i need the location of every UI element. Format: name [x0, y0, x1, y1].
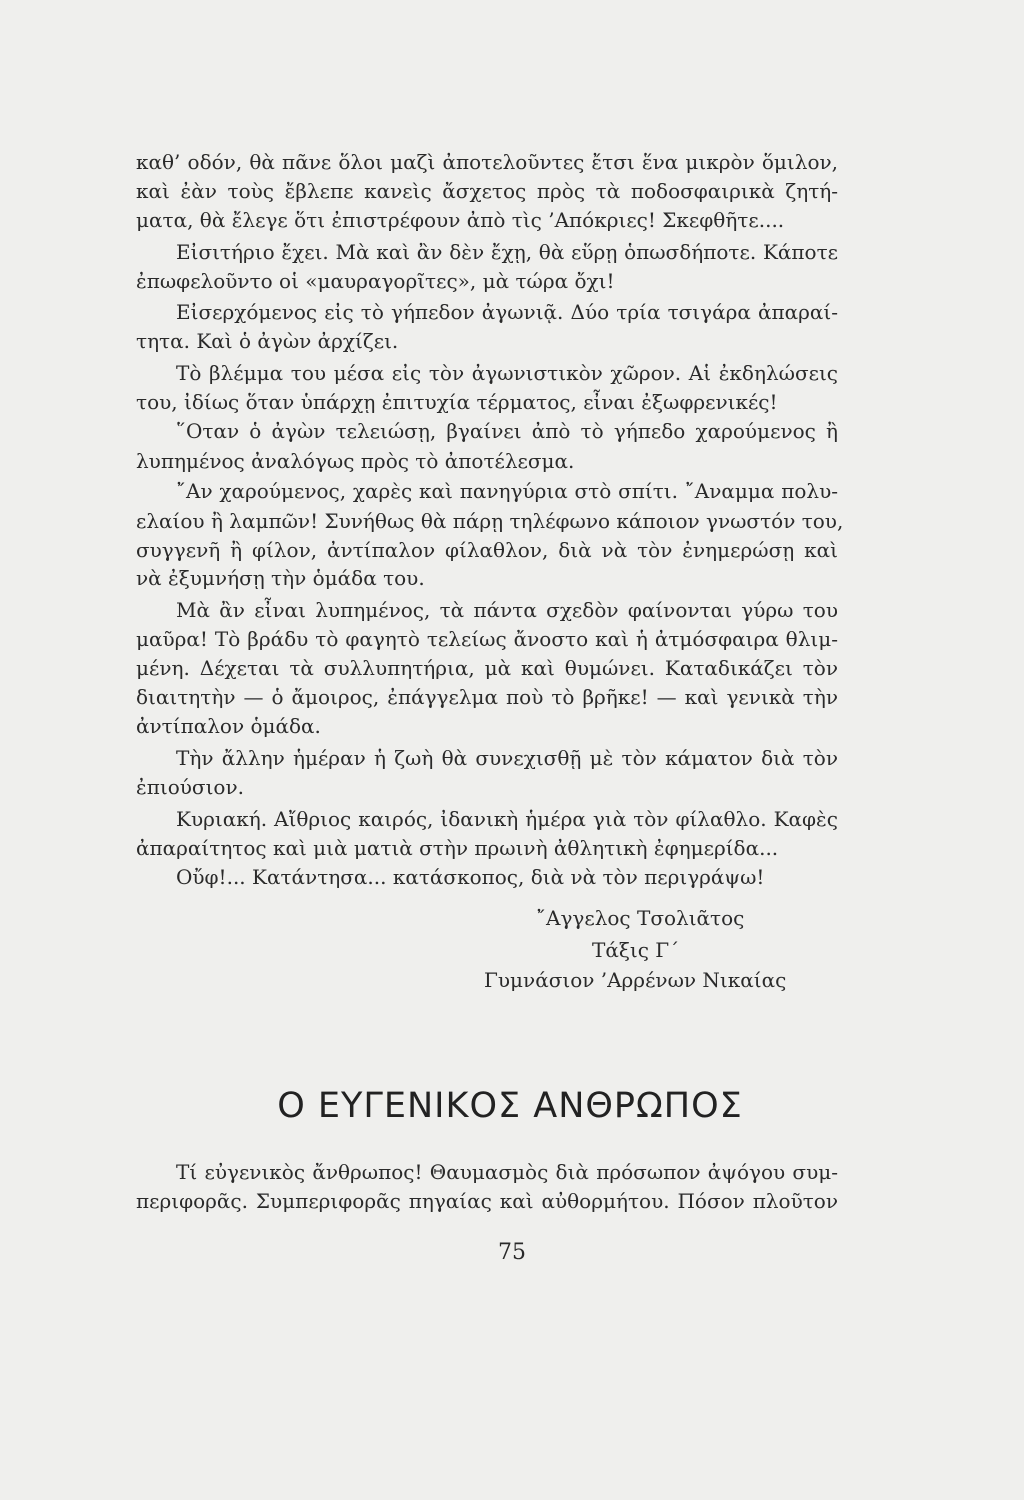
text-line: Τί εὐγενικὸς ἄνθρωπος! Θαυμασμὸς διὰ πρόσωπον ἀψόγου συμ- [176, 1160, 838, 1184]
text-line: του, ἰδίως ὅταν ὑπάρχῃ ἐπιτυχία τέρματος, εἶναι ἐξωφρενικές! [136, 390, 778, 414]
text-line: Οὔφ!... Κατάντησα... κατάσκοπος, διὰ νὰ τὸν περιγράψω! [176, 865, 765, 889]
text-line: καὶ ἐὰν τοὺς ἔβλεπε κανεὶς ἄσχετος πρὸς τὰ ποδοσφαιρικὰ ζητή- [136, 179, 838, 203]
author-class: Τάξις Γ΄ [592, 938, 680, 962]
text-line: ματα, θὰ ἔλεγε ὅτι ἐπιστρέφουν ἀπὸ τὶς ’Απόκριες! Σκεφθῆτε.... [136, 208, 785, 232]
text-line: ῞Οταν ὁ ἀγὼν τελειώσῃ, βγαίνει ἀπὸ τὸ γήπεδο χαρούμενος ἢ [176, 419, 838, 443]
text-line: καθ’ οδόν, θὰ πᾶνε ὅλοι μαζὶ ἀποτελοῦντες ἔτσι ἕνα μικρὸν ὅμιλον, [136, 150, 838, 174]
text-line: Τὸ βλέμμα του μέσα εἰς τὸν ἀγωνιστικὸν χῶρον. Αἱ ἐκδηλώσεις [176, 361, 838, 385]
text-line: διαιτητὴν — ὁ ἄμοιρος, ἐπάγγελμα ποὺ τὸ βρῆκε! — καὶ γενικὰ τὴν [136, 685, 838, 709]
text-line: ἐπιούσιον. [136, 775, 244, 799]
text-line: Τὴν ἄλλην ἡμέραν ἡ ζωὴ θὰ συνεχισθῇ μὲ τὸν κάματον διὰ τὸν [176, 746, 838, 770]
text-line: μένη. Δέχεται τὰ συλλυπητήρια, μὰ καὶ θυμώνει. Καταδικάζει τὸν [136, 656, 838, 680]
text-line: μαῦρα! Τὸ βράδυ τὸ φαγητὸ τελείως ἄνοστο καὶ ἡ ἀτμόσφαιρα θλιμ- [136, 627, 838, 651]
text-line: Εἰσιτήριο ἔχει. Μὰ καὶ ἂν δὲν ἔχῃ, θὰ εὕρῃ ὁπωσδήποτε. Κάποτε [176, 240, 838, 264]
text-line: περιφορᾶς. Συμπεριφορᾶς πηγαίας καὶ αὐθορμήτου. Πόσον πλοῦτον [136, 1189, 838, 1213]
page-number: 75 [498, 1240, 526, 1265]
author-name: ῎Αγγελος Τσολιᾶτος [536, 906, 745, 930]
author-school: Γυμνάσιον ’Αρρένων Νικαίας [484, 968, 787, 992]
text-line: λυπημένος ἀναλόγως πρὸς τὸ ἀποτέλεσμα. [136, 449, 575, 473]
text-line: Μὰ ἂν εἶναι λυπημένος, τὰ πάντα σχεδὸν φαίνονται γύρω του [176, 598, 838, 622]
section-title: Ο ΕΥΓΕΝΙΚΟΣ ΑΝΘΡΩΠΟΣ [277, 1086, 743, 1126]
text-line: συγγενῆ ἢ φίλον, ἀντίπαλον φίλαθλον, διὰ νὰ τὸν ἐνημερώσῃ καὶ [136, 538, 838, 562]
text-line: τητα. Καὶ ὁ ἀγὼν ἀρχίζει. [136, 329, 399, 353]
text-line: ἐπωφελοῦντο οἱ «μαυραγορῖτες», μὰ τώρα ὄχι! [136, 269, 615, 293]
text-line: ελαίου ἢ λαμπῶν! Συνήθως θὰ πάρῃ τηλέφωνο κάποιον γνωστόν του, [136, 509, 844, 533]
text-line: ἀπαραίτητος καὶ μιὰ ματιὰ στὴν πρωινὴ ἀθλητικὴ ἐφημερίδα... [136, 836, 779, 860]
text-line: Εἰσερχόμενος εἰς τὸ γήπεδον ἀγωνιᾷ. Δύο τρία τσιγάρα ἀπαραί- [176, 300, 838, 324]
text-line: Κυριακή. Αἴθριος καιρός, ἰδανικὴ ἡμέρα γιὰ τὸν φίλαθλο. Καφὲς [176, 807, 838, 831]
text-line: νὰ ἐξυμνήσῃ τὴν ὁμάδα του. [136, 566, 425, 590]
text-line: ἀντίπαλον ὁμάδα. [136, 714, 321, 738]
text-line: ῎Αν χαρούμενος, χαρὲς καὶ πανηγύρια στὸ σπίτι. ῎Αναμμα πολυ- [176, 479, 838, 503]
